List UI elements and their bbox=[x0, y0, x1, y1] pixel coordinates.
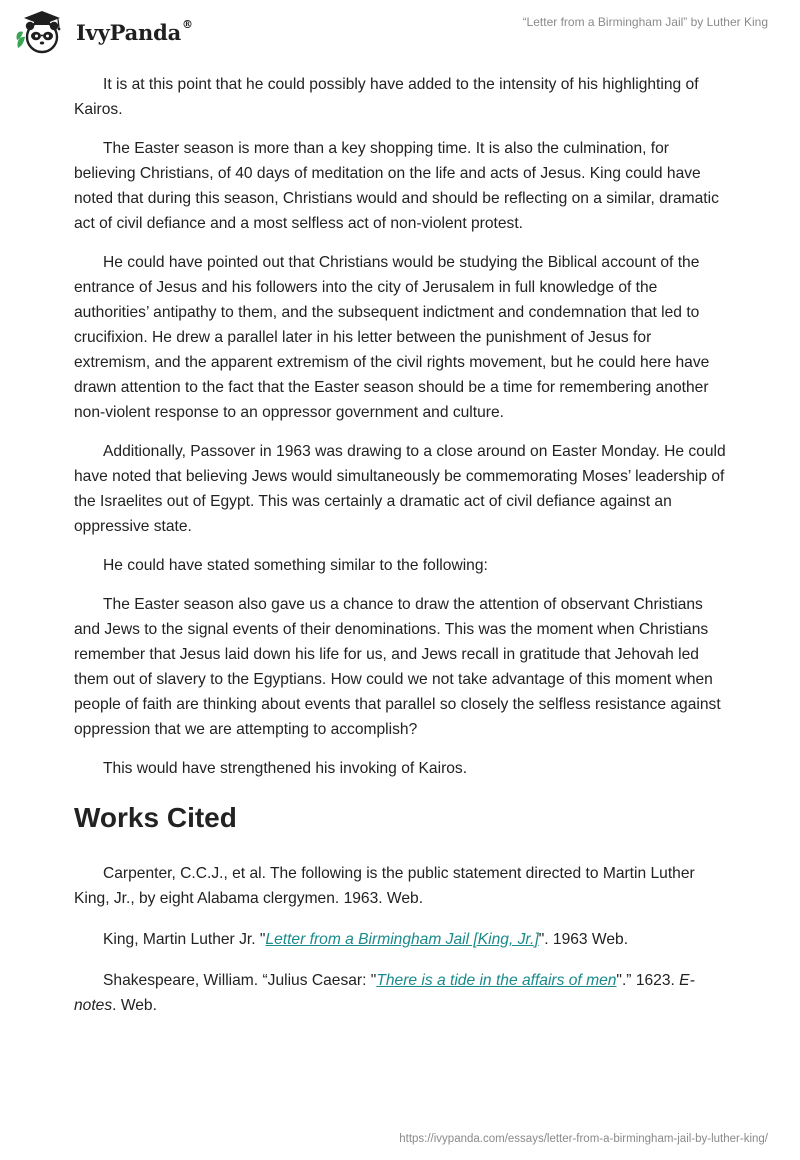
brand-name: IvyPanda® bbox=[76, 17, 193, 45]
document-title: “Letter from a Birmingham Jail” by Luther King bbox=[522, 15, 768, 29]
paragraph: He could have pointed out that Christians would be studying the Biblical account of the entrance of Jesus and his followers into the city of Jerusalem in full knowledge of the authorities’ antipathy to them, and the subsequent indictment and condemnation that led to crucifixion. He drew a parallel later in his letter between the punishment of Jesus for extremism, and the apparent extremism of the civil rights movement, but he could here have drawn attention to the fact that the Easter season should be a time for remembering another non-violent response to an oppressor government and culture. bbox=[74, 254, 710, 421]
paragraph: He could have stated something similar to the following: bbox=[103, 557, 488, 574]
citation-carpenter: Carpenter, C.C.J., et al. The following is the public statement directed to Martin Luther King, Jr., by eight Alabama clergymen. 1963. Web. bbox=[74, 865, 695, 907]
panda-graduate-icon bbox=[14, 8, 68, 56]
citation-shakespeare: Shakespeare, William. “Julius Caesar: "There is a tide in the affairs of men".” 1623. E-notes. Web. bbox=[74, 972, 695, 1014]
essay-body bbox=[74, 72, 730, 1034]
citation-link-birmingham-jail[interactable]: Letter from a Birmingham Jail [King, Jr.] bbox=[265, 931, 539, 948]
citation-link-tide[interactable]: There is a tide in the affairs of men bbox=[376, 972, 617, 989]
brand-logo[interactable] bbox=[14, 8, 193, 56]
footer-url[interactable]: https://ivypanda.com/essays/letter-from-a-birmingham-jail-by-luther-king/ bbox=[399, 1133, 768, 1145]
works-cited-heading: Works Cited bbox=[74, 802, 237, 833]
paragraph: The Easter season is more than a key shopping time. It is also the culmination, for believing Christians, of 40 days of meditation on the life and acts of Jesus. King could have noted that during this season, Christians would and should be reflecting on a similar, dramatic act of civil defiance and a most selfless act of non-violent protest. bbox=[74, 140, 719, 232]
paragraph: This would have strengthened his invoking of Kairos. bbox=[103, 760, 468, 777]
source-title: E-notes bbox=[74, 972, 695, 1014]
paragraph: Additionally, Passover in 1963 was drawing to a close around on Easter Monday. He could have noted that believing Jews would simultaneously be commemorating Moses’ leadership of the Israelites out of Egypt. This was certainly a dramatic act of civil defiance against an oppressive state. bbox=[74, 443, 726, 535]
page-header bbox=[0, 0, 800, 64]
paragraph: The Easter season also gave us a chance to draw the attention of observant Christians and Jews to the signal events of their denominations. This was the moment when Christians remember that Jesus laid down his life for us, and Jews recall in gratitude that Jehovah led them out of slavery to the Egyptians. How could we not take advantage of this moment when people of faith are thinking about events that parallel so closely the selfless resistance against oppression that we are attempting to accomplish? bbox=[74, 596, 721, 738]
paragraph: It is at this point that he could possibly have added to the intensity of his highlighting of Kairos. bbox=[74, 76, 699, 118]
citation-king: King, Martin Luther Jr. "Letter from a Birmingham Jail [King, Jr.]". 1963 Web. bbox=[103, 931, 629, 948]
